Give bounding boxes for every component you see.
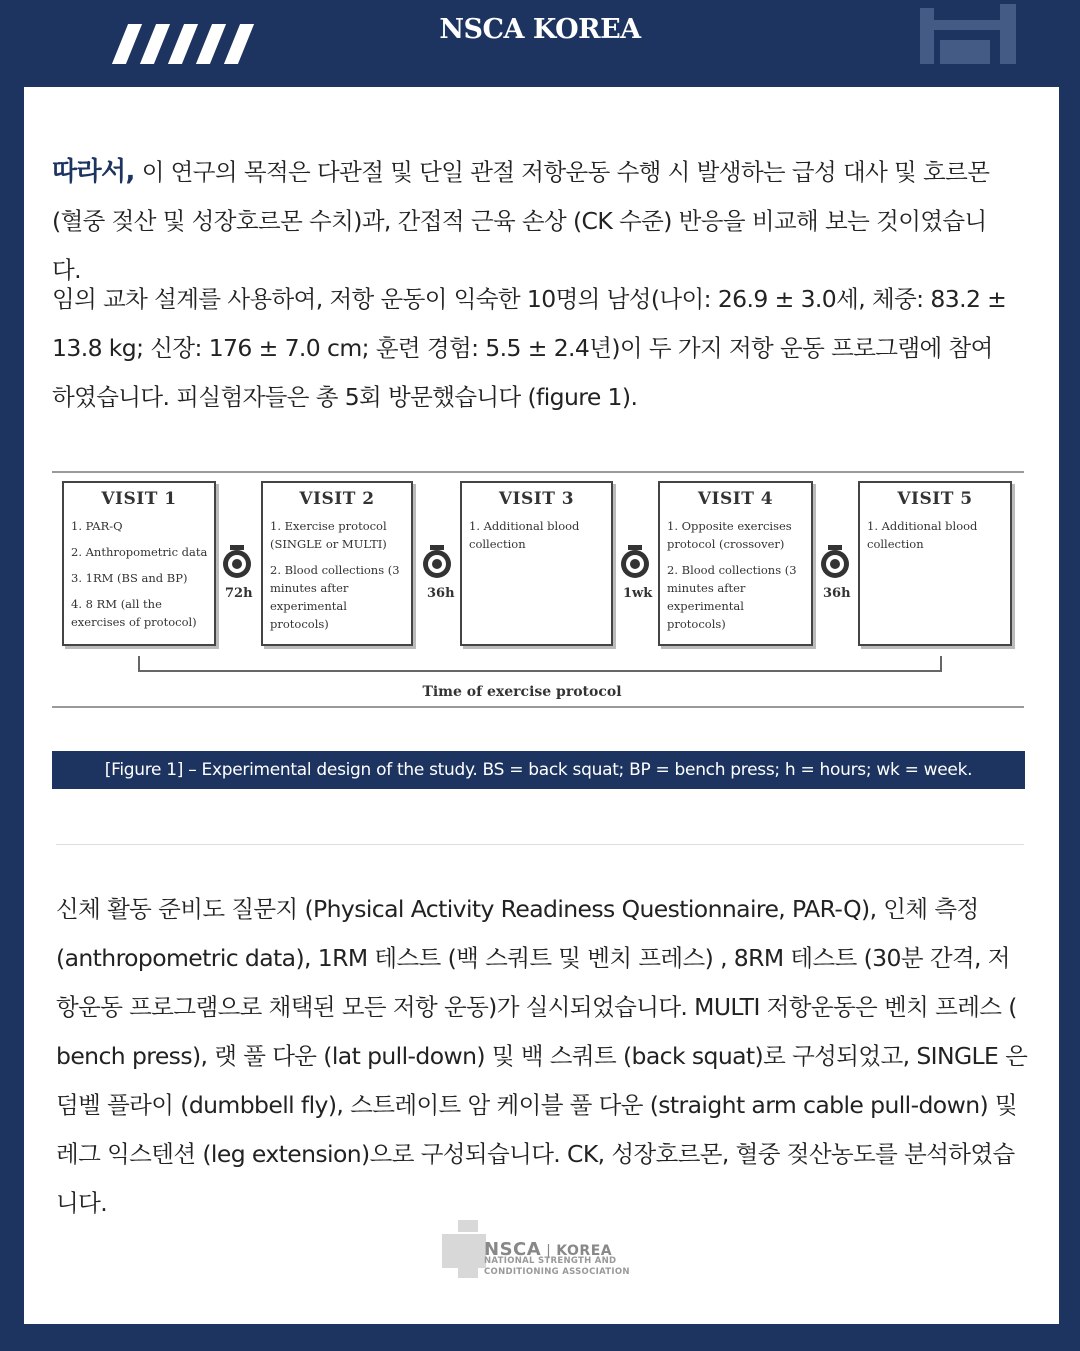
timeline-bracket [138,656,942,672]
timeline-label: Time of exercise protocol [422,684,622,700]
visit-4-item: 2. Blood collections (3 minutes after experimental protocols) [667,563,797,631]
interval-label: 72h [225,586,253,601]
visit-5-title: VISIT 5 [897,489,973,509]
visit-1-item: 1. PAR-Q [71,519,123,533]
visit-1-item: 3. 1RM (BS and BP) [71,571,188,585]
visit-2-box [261,481,413,646]
interval-label: 36h [427,586,455,601]
visit-5-item: 1. Additional blood collection [867,519,978,551]
intro-text: 이 연구의 목적은 다관절 및 단일 관절 저항운동 수행 시 발생하는 급성 대사 및 호르몬 (혈중 젖산 및 성장호르몬 수치)과, 간접적 근육 손상 (CK 수준) 반응을 비교해 보는 것이였습니다. [52,158,990,284]
visit-1-title: VISIT 1 [101,489,177,509]
visit-2-item: 2. Blood collections (3 minutes after experimental protocols) [270,563,400,631]
clock-icon [221,545,253,579]
section-divider [56,844,1024,845]
clock-icon [819,545,851,579]
barbell-rack-icon [880,0,1040,64]
header-bar [0,0,1080,64]
visit-4-item: 1. Opposite exercises protocol (crossover) [667,519,792,551]
visit-3-item: 1. Additional blood collection [469,519,580,551]
visit-1-box [62,481,216,646]
visit-4-title: VISIT 4 [697,489,774,509]
interval-label: 1wk [623,586,653,601]
visit-2-title: VISIT 2 [299,489,375,509]
visit-1-item: 2. Anthropometric data [71,545,208,559]
intro-paragraph [52,148,1012,295]
clock-icon [619,545,651,579]
visit-3-box [460,481,613,646]
figure-bottom-rule [52,706,1024,708]
interval-label: 36h [823,586,851,601]
procedure-paragraph: 신체 활동 준비도 질문지 (Physical Activity Readiness Questionnaire, PAR-Q), 인체 측정 (anthropometric data), 1RM 테스트 (백 스쿼트 및 벤치 프레스) , 8RM 테스트 (30분 간격, 저항운동 프로그램으로 채택된 모든 저항 운동)가 실시되었습니다. MULTI 저항운동은 벤치 프레스 ( bench press), 랫 풀 다운 (lat pull-down) 및 백 스쿼트 (back squat)로 구성되었고, SINGLE 은 덤벨 플라이 (dumbbell fly), 스트레이트 암 케이블 풀 다운 (straight arm cable pull-down) 및 레그 익스텐션 (leg extension)으로 구성되습니다. CK, 성장호르몬, 혈중 젖산농도를 분석하였습니다. [56,895,1028,1217]
visit-3-title: VISIT 3 [498,489,575,509]
visit-4-box [658,481,813,646]
visit-1-item: 4. 8 RM (all the exercises of protocol) [71,597,197,629]
clock-icon [421,545,453,579]
visit-2-item: 1. Exercise protocol (SINGLE or MULTI) [270,519,387,551]
figure-top-rule [52,471,1024,473]
brand-title: NSCA KOREA [439,14,641,45]
visit-5-box [858,481,1012,646]
watermark-logo-text: NSCA | KOREA [484,1239,613,1260]
method-paragraph: 임의 교차 설계를 사용하여, 저항 운동이 익숙한 10명의 남성(나이: 26.9 ± 3.0세, 체중: 83.2 ± 13.8 kg; 신장: 176 ± 7.0 cm; 훈련 경험: 5.5 ± 2.4년)이 두 가지 저항 운동 프로그램에 참여하였습니다. 피실험자들은 총 5회 방문했습니다 (figure 1). [52,285,1007,411]
figure-caption: [Figure 1] – Experimental design of the study. BS = back squat; BP = bench press; h = hours; wk = week. [52,751,1025,789]
watermark-subtitle: NATIONAL STRENGTH AND CONDITIONING ASSOCIATION [484,1256,630,1277]
intro-lead: 따라서, [52,157,135,187]
